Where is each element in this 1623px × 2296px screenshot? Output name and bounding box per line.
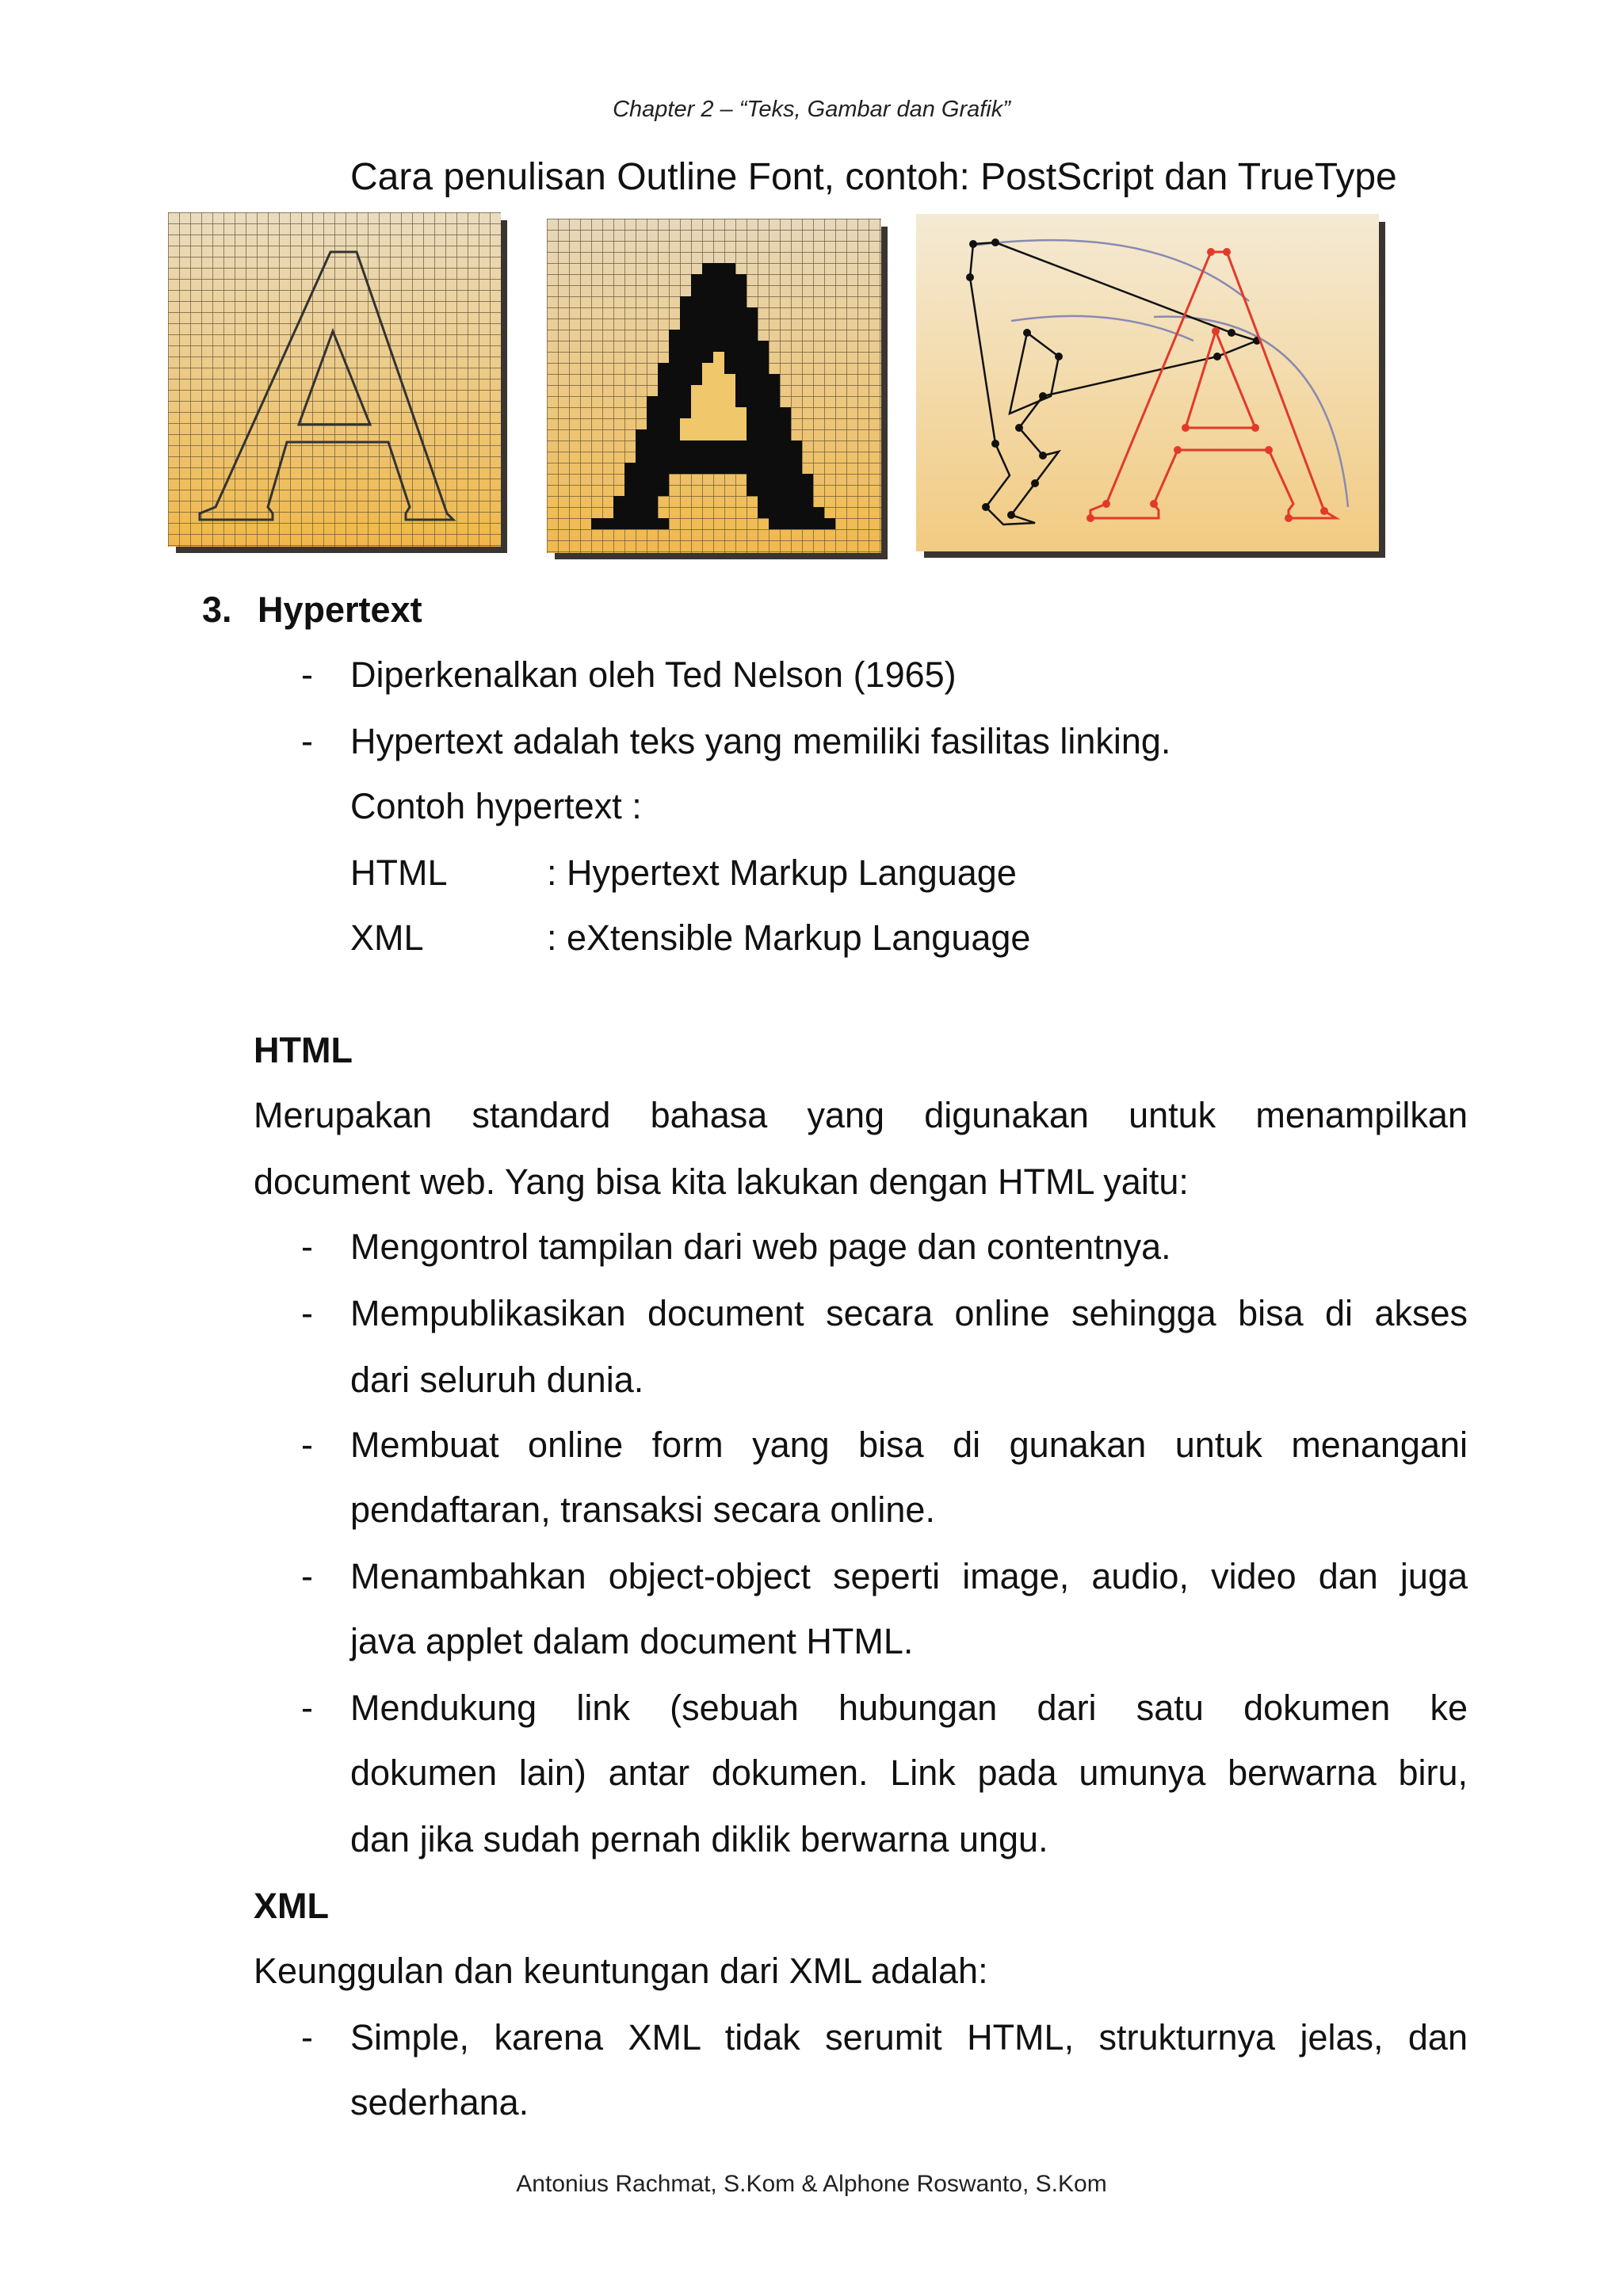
html-bullet-5-line-1: Mendukung link (sebuah hubungan dari satu dokumen ke	[350, 1688, 1468, 1728]
html-heading: HTML	[254, 1030, 353, 1070]
html-bullet-5-line-2: dokumen lain) antar dokumen. Link pada umunya berwarna biru,	[350, 1753, 1468, 1793]
bullet-dash: -	[301, 1688, 313, 1728]
definition-desc-xml: : eXtensible Markup Language	[547, 917, 1031, 958]
bullet-dash: -	[301, 1226, 313, 1267]
bullet-dash: -	[301, 654, 313, 695]
bullet-dash: -	[301, 2017, 313, 2058]
page-footer: Antonius Rachmat, S.Kom & Alphone Roswanto, S.Kom	[516, 2171, 1107, 2197]
html-bullet-2-line-2: dari seluruh dunia.	[350, 1360, 644, 1400]
bullet-dash: -	[301, 1293, 313, 1333]
html-intro-line-1: Merupakan standard bahasa yang digunakan untuk menampilkan	[254, 1095, 1468, 1135]
bullet-dash: -	[301, 721, 313, 761]
figure-caption: Cara penulisan Outline Font, contoh: PostScript dan TrueType	[350, 156, 1397, 198]
xml-heading: XML	[254, 1886, 329, 1926]
bullet-dash: -	[301, 1556, 313, 1596]
html-intro-line-2: document web. Yang bisa kita lakukan dengan HTML yaitu:	[254, 1161, 1189, 1202]
html-bullet-1: Mengontrol tampilan dari web page dan contentnya.	[350, 1226, 1171, 1267]
outline-letter-a-panel	[168, 212, 510, 556]
curve-construction-letter-a-panel	[916, 214, 1387, 561]
hypertext-bullet-1: Diperkenalkan oleh Ted Nelson (1965)	[350, 654, 957, 695]
bitmap-letter-a-panel	[547, 219, 891, 563]
html-bullet-4-line-1: Menambahkan object-object seperti image, audio, video dan juga	[350, 1556, 1468, 1596]
hypertext-bullet-2: Hypertext adalah teks yang memiliki fasilitas linking.	[350, 721, 1171, 761]
html-bullet-5-line-3: dan jika sudah pernah diklik berwarna ungu.	[350, 1819, 1048, 1859]
xml-intro: Keunggulan dan keuntungan dari XML adalah:	[254, 1951, 988, 1991]
section-title: Hypertext	[258, 589, 422, 630]
chapter-header: Chapter 2 – “Teks, Gambar dan Grafik”	[613, 97, 1010, 122]
section-number: 3.	[202, 589, 232, 630]
html-bullet-2-line-1: Mempublikasikan document secara online sehingga bisa di akses	[350, 1293, 1468, 1333]
xml-bullet-1-line-2: sederhana.	[350, 2082, 529, 2122]
xml-bullet-1-line-1: Simple, karena XML tidak serumit HTML, strukturnya jelas, dan	[350, 2017, 1468, 2058]
html-bullet-3-line-2: pendaftaran, transaksi secara online.	[350, 1489, 935, 1530]
definition-desc-html: : Hypertext Markup Language	[547, 852, 1017, 893]
html-bullet-4-line-2: java applet dalam document HTML.	[350, 1621, 914, 1661]
section-heading	[202, 589, 422, 631]
bullet-dash: -	[301, 1425, 313, 1465]
html-bullet-3-line-1: Membuat online form yang bisa di gunakan untuk menangani	[350, 1425, 1468, 1465]
definition-term-xml: XML	[350, 917, 424, 958]
example-label: Contoh hypertext :	[350, 786, 642, 826]
definition-term-html: HTML	[350, 852, 448, 893]
